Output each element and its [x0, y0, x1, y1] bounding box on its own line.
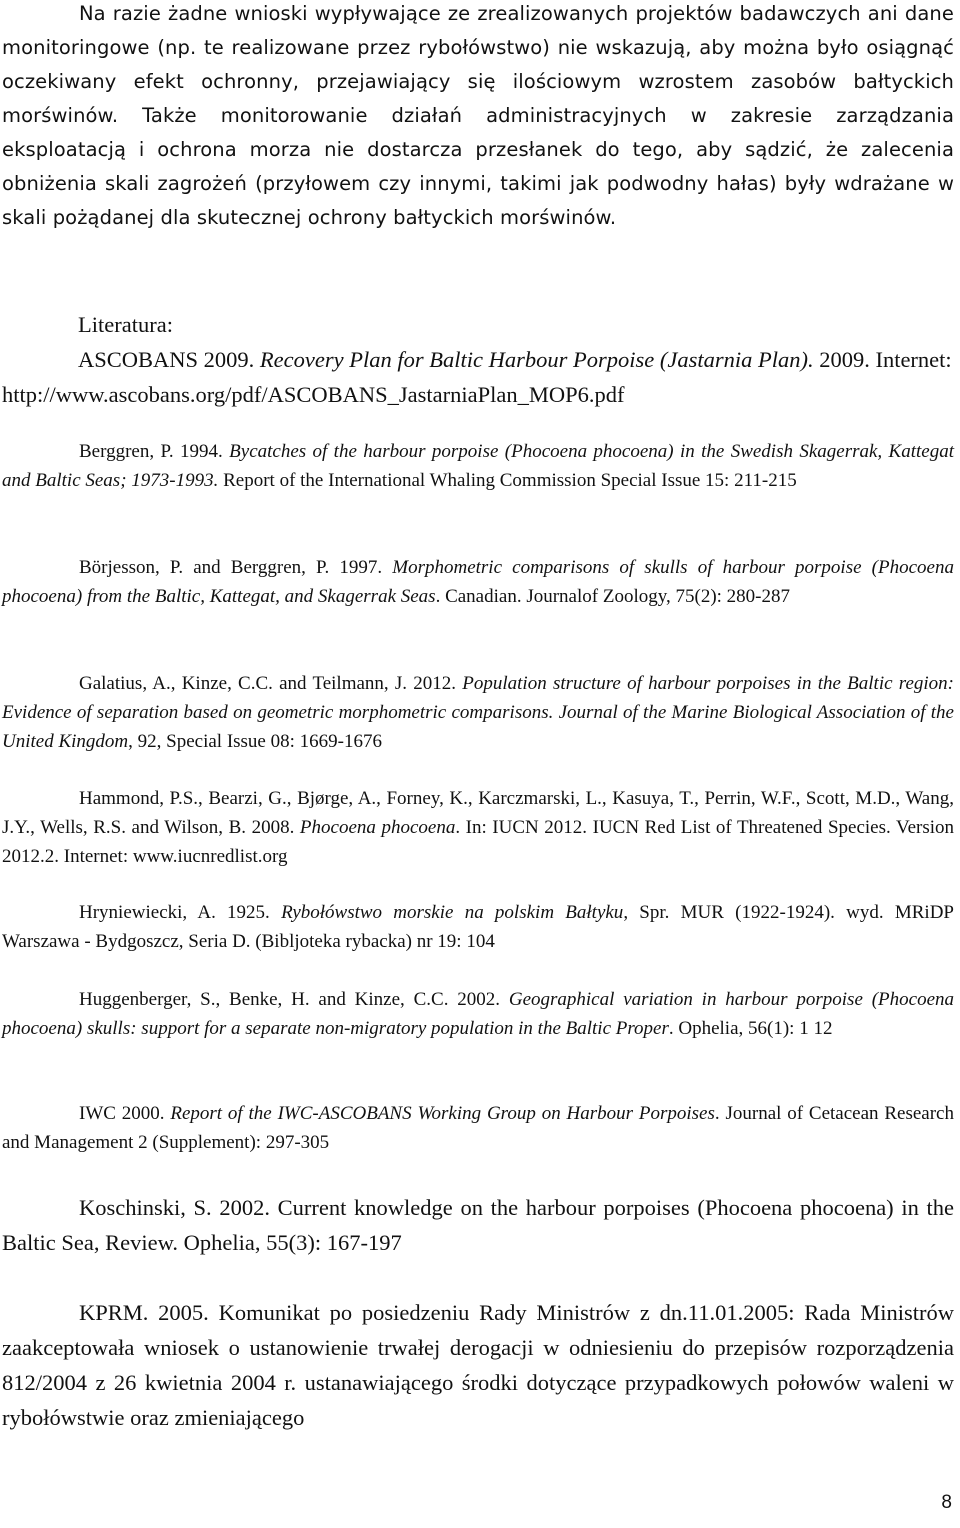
- reference-hryniewiecki: [2, 898, 954, 956]
- ref-authors: Hryniewiecki, A. 1925.: [79, 902, 282, 923]
- ref-source: Report of the International Whaling Commission Special Issue 15: 211-215: [218, 470, 797, 491]
- ref-authors: Börjesson, P. and Berggren, P. 1997.: [79, 557, 393, 578]
- ref-source: . Canadian. Journalof Zoology, 75(2): 280-287: [435, 586, 791, 607]
- ref-source: , Spr. MUR (1922-1924). wyd. MRiDP Warszawa - Bydgoszcz, Seria D. (Bibljoteka rybacka) nr 19: 104: [2, 902, 954, 952]
- reference-ascobans: [2, 342, 954, 412]
- reference-borjesson: [2, 553, 954, 611]
- ref-authors: IWC 2000.: [79, 1103, 171, 1124]
- reference-iwc: [2, 1099, 954, 1157]
- ref-title: Bycatches of the harbour porpoise (Phocoena phocoena) in the Swedish Skagerrak, Kattegat and Baltic Seas; 1973-1993.: [2, 441, 954, 491]
- ref-title: Population structure of harbour porpoises in the Baltic region: Evidence of separation based on geometric morphometric comparisons. Journal of the Marine Biological Association of the United Kingdom: [2, 673, 954, 752]
- ref-authors: Huggenberger, S., Benke, H. and Kinze, C.C. 2002.: [79, 989, 509, 1010]
- ref-source: , 92, Special Issue 08: 1669-1676: [128, 731, 382, 752]
- reference-berggren: [2, 437, 954, 495]
- ref-title: Recovery Plan for Baltic Harbour Porpoise (Jastarnia Plan).: [259, 347, 814, 372]
- ref-authors: Galatius, A., Kinze, C.C. and Teilmann, J. 2012.: [79, 673, 463, 694]
- ref-title: Rybołówstwo morskie na polskim Bałtyku: [281, 902, 624, 923]
- intro-rest: dane monitoringowe (np. te realizowane przez rybołówstwo) nie wskazują, aby można było osiągnąć oczekiwany efekt ochronny, przejawiający się ilościowym wzrostem zasobów bałtyckich morświnów. Także monitorowanie działań administracyjnych w zakresie zarządzania eksploatacją i ochrona morza nie dostarcza przesłanek do tego, aby sądzić, że zalecenia obniżenia skali zagrożeń (przyłowem czy innymi, takimi jak podwodny hałas) były wdrażane w skali pożądanej dla skutecznej ochrony bałtyckich morświnów.: [2, 2, 954, 229]
- reference-hammond: [2, 784, 954, 871]
- literature-heading: Literatura:: [78, 312, 173, 337]
- ref-authors: Berggren, P. 1994.: [79, 441, 230, 462]
- ref-source: . In: IUCN 2012. IUCN Red List of Threatened Species. Version 2012.2. Internet: www.iucnredlist.org: [2, 817, 955, 867]
- ref-authors: ASCOBANS 2009.: [78, 347, 260, 372]
- ref-source: 2009. Internet: http://www.ascobans.org/pdf/ASCOBANS_JastarniaPlan_MOP6.pdf: [2, 347, 952, 407]
- intro-line1: Na razie żadne wnioski wypływające ze zrealizowanych projektów badawczych ani: [79, 2, 898, 25]
- reference-koschinski: Koschinski, S. 2002. Current knowledge on the harbour porpoises (Phocoena phocoena) in the Baltic Sea, Review. Ophelia, 55(3): 167-197: [2, 1195, 954, 1255]
- reference-kprm: KPRM. 2005. Komunikat po posiedzeniu Rady Ministrów z dn.11.01.2005: Rada Ministrów zaakceptowała wniosek o ustanowienie trwałej derogacji w odniesieniu do przepisów rozporządzenia 812/2004 z 26 kwietnia 2004 r. ustanawiającego środki dotyczące przypadkowych połowów waleni w rybołówstwie oraz zmieniającego: [2, 1300, 954, 1430]
- page-number: 8: [941, 1492, 952, 1513]
- intro-paragraph: [2, 0, 954, 235]
- ref-title: Phocoena phocoena: [299, 817, 456, 838]
- ref-source: . Journal of Cetacean Research and Management 2 (Supplement): 297-305: [2, 1103, 954, 1153]
- ref-title: Geographical variation in harbour porpoise (Phocoena phocoena) skulls: support for a separate non-migratory population in the Baltic Proper: [2, 989, 954, 1039]
- ref-authors: Hammond, P.S., Bearzi, G., Bjørge, A., Forney, K., Karczmarski, L., Kasuya, T., Perrin, W.F., Scott, M.D., Wang, J.Y., Wells, R.S. and Wilson, B. 2008.: [2, 788, 954, 838]
- ref-source: . Ophelia, 56(1): 1 12: [668, 1018, 833, 1039]
- reference-huggenberger: [2, 985, 954, 1043]
- ref-title: Report of the IWC-ASCOBANS Working Group on Harbour Porpoises: [170, 1103, 715, 1124]
- reference-galatius: [2, 669, 954, 756]
- ref-title: Morphometric comparisons of skulls of harbour porpoise (Phocoena phocoena) from the Baltic, Kattegat, and Skagerrak Seas: [2, 557, 954, 607]
